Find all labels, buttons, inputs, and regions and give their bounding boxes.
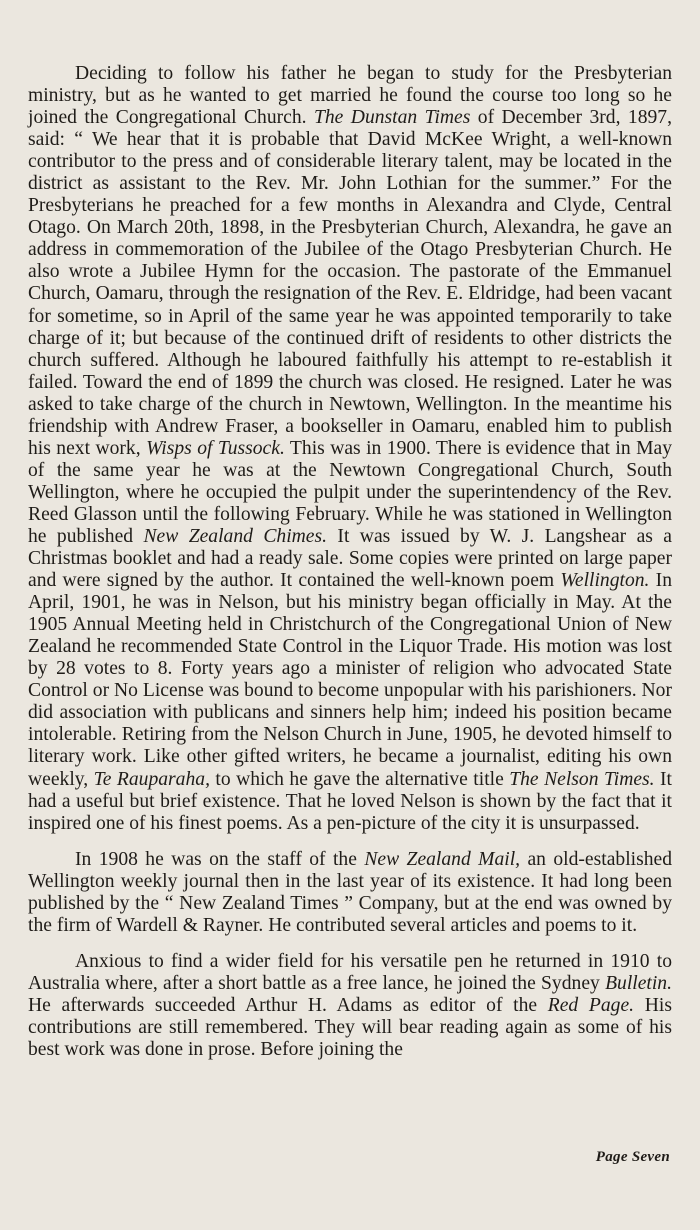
title-new-zealand-mail: New Zealand Mail, bbox=[364, 848, 521, 870]
title-wellington: Wellington. bbox=[560, 570, 650, 592]
text-segment: It was issued by W. J. Langshear as a Christmas booklet and had a ready sale. Some copies were printed on large paper and were signed by the author. It contained the well-known poem bbox=[28, 525, 673, 592]
title-te-rauparaha: Te Rauparaha, bbox=[93, 768, 210, 790]
text-segment: of December 3rd, 1897, said: “ We hear that it is probable that David McKee Wright, a well-known contributor to the press and of considerable literary talent, may be located in the district as assistant to the Rev. Mr. John Lothian for the summer.” For the Presbyterians he preached for a few months in Alexandra and Clyde, Central Otago. On March 20th, 1898, in the Presbyterian Church, Alexandra, he gave an address in commemoration of the Jubilee of the Otago Presbyterian Church. He also wrote a Jubilee Hymn for the occasion. The pastorate of the Emmanuel Church, Oamaru, through the resignation of the Rev. E. Eldridge, had been vacant for sometime, so in April of the same year he was appointed temporarily to take charge of it; but because of the continued drift of residents to other districts the church suffered. Although he laboured faithfully his attempt to re-establish it failed. Toward the end of 1899 the church was closed. He resigned. Later he was asked to take charge of the church in Newtown, Wellington. In the meantime his friendship with Andrew Fraser, a bookseller in Oamaru, enabled him to publish his next work, bbox=[28, 107, 672, 459]
title-dunstan-times: The Dunstan Times bbox=[313, 107, 471, 129]
text-segment: His contributions are still remembered. They will bear reading again as some of his best work was done in prose. Before joining the bbox=[28, 994, 672, 1061]
title-wisps-of-tussock: Wisps of Tussock. bbox=[146, 437, 285, 459]
text-segment: to which he gave the alternative title bbox=[209, 768, 510, 790]
title-the-nelson-times: The Nelson Times. bbox=[509, 768, 655, 790]
body-text bbox=[28, 63, 672, 1061]
paragraph-3 bbox=[28, 951, 672, 1061]
text-segment: Deciding to follow his father he began to study for the Presbyterian ministry, but as he wanted to get married he found the course too long so he joined the Congregational Church. bbox=[28, 63, 672, 129]
text-segment: In April, 1901, he was in Nelson, but his ministry began officially in May. At the 1905 Annual Meeting held in Christchurch of the Congregational Union of New Zealand he recommended State Control in the Liquor Trade. His motion was lost by 28 votes to 8. Forty years ago a minister of religion who advocated State Control or No License was bound to become unpopular with his parishioners. Nor did association with publicans and sinners help him; indeed his position became intolerable. Retiring from the Nelson Church in June, 1905, he devoted himself to literary work. Like other gifted writers, he became a journalist, editing his own weekly, bbox=[28, 570, 672, 790]
text-segment: It had a useful but brief existence. That he loved Nelson is shown by the fact that it inspired one of his finest poems. As a pen-picture of the city it is unsurpassed. bbox=[28, 768, 672, 834]
page-number: Page Seven bbox=[595, 1149, 670, 1165]
text-segment: He afterwards succeeded Arthur H. Adams as editor of the bbox=[28, 994, 548, 1016]
paragraph-2 bbox=[28, 849, 672, 937]
title-red-page: Red Page. bbox=[547, 994, 635, 1016]
text-segment: This was in 1900. There is evidence that in May of the same year he was at the Newtown Congregational Church, South Wellington, where he occupied the pulpit under the superintendency of the Rev. Reed Glasson until the following February. While he was stationed in Wellington he published bbox=[28, 437, 672, 547]
title-bulletin: Bulletin. bbox=[605, 972, 672, 994]
text-segment: an old-established Wellington weekly journal then in the last year of its existence. It had long been published by the “ New Zealand Times ” Company, but at the end was owned by the firm of Wardell & Rayner. He contributed several articles and poems to it. bbox=[28, 848, 672, 936]
title-new-zealand-chimes: New Zealand Chimes. bbox=[143, 525, 328, 547]
text-segment: Anxious to find a wider field for his versatile pen he returned in 1910 to Australia where, after a short battle as a free lance, he joined the Sydney bbox=[28, 950, 672, 994]
paragraph-1 bbox=[28, 63, 672, 835]
text-segment: In 1908 he was on the staff of the bbox=[75, 848, 365, 870]
